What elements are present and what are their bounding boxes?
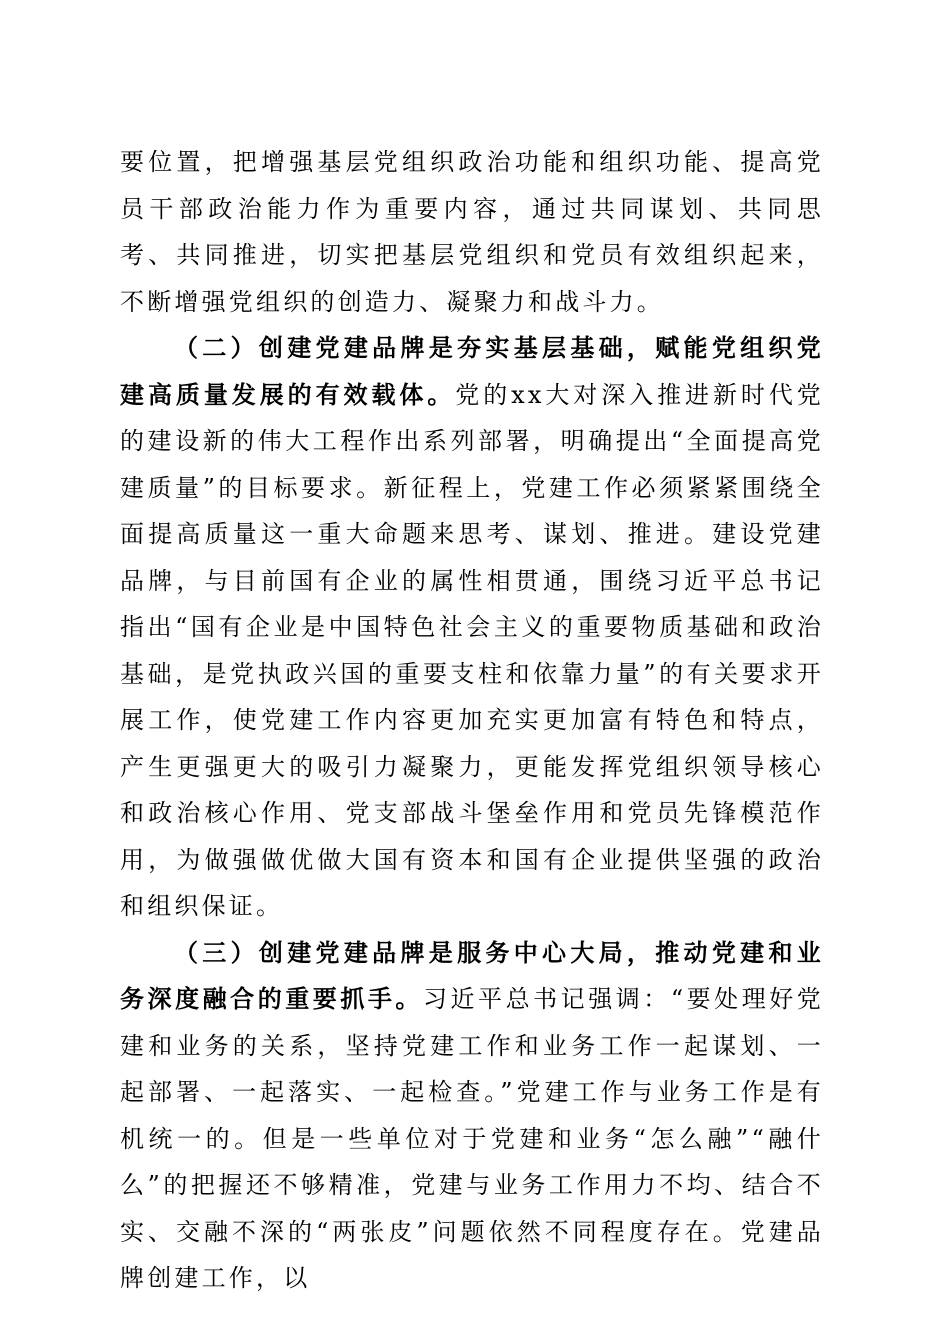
paragraph-2-text: 党的xx大对深入推进新时代党的建设新的伟大工程作出系列部署，明确提出“全面提高党建质量”的目标要求。新征程上，党建工作必须紧紧围绕全面提高质量这一重大命题来思考、谋划、推进。建设党建品牌，与目前国有企业的属性相贯通，围绕习近平总书记指出“国有企业是中国特色社会主义的重要物质基础和政治基础，是党执政兴国的重要支柱和依靠力量”的有关要求开展工作，使党建工作内容更加充实更加富有特色和特点，产生更强更大的吸引力凝聚力，更能发挥党组织领导核心和政治核心作用、党支部战斗堡垒作用和党员先锋模范作用，为做强做优做大国有资本和国有企业提供坚强的政治和组织保证。 bbox=[120, 380, 824, 920]
paragraph-3-text: 习近平总书记强调：“要处理好党建和业务的关系，坚持党建工作和业务工作一起谋划、一起部署、一起落实、一起检查。”党建工作与业务工作是有机统一的。但是一些单位对于党建和业务“怎么融”“融什么”的把握还不够精准，党建与业务工作用力不均、结合不实、交融不深的“两张皮”问题依然不同程度存在。党建品牌创建工作，以 bbox=[120, 985, 824, 1292]
paragraph-1-text: 要位置，把增强基层党组织政治功能和组织功能、提高党员干部政治能力作为重要内容，通过共同谋划、共同思考、共同推进，切实把基层党组织和党员有效组织起来，不断增强党组织的创造力、凝聚力和战斗力。 bbox=[120, 148, 824, 316]
section-2-heading: （二）创建党建品牌是夯实基层基础，赋能党组织党建高质量发展的有效载体。 bbox=[120, 333, 824, 409]
document-body bbox=[120, 139, 824, 1302]
paragraph-section-2 bbox=[120, 325, 824, 930]
paragraph-continuation bbox=[120, 139, 824, 325]
section-3-heading: （三）创建党建品牌是服务中心大局，推动党建和业务深度融合的重要抓手。 bbox=[120, 937, 824, 1013]
paragraph-section-3 bbox=[120, 930, 824, 1302]
